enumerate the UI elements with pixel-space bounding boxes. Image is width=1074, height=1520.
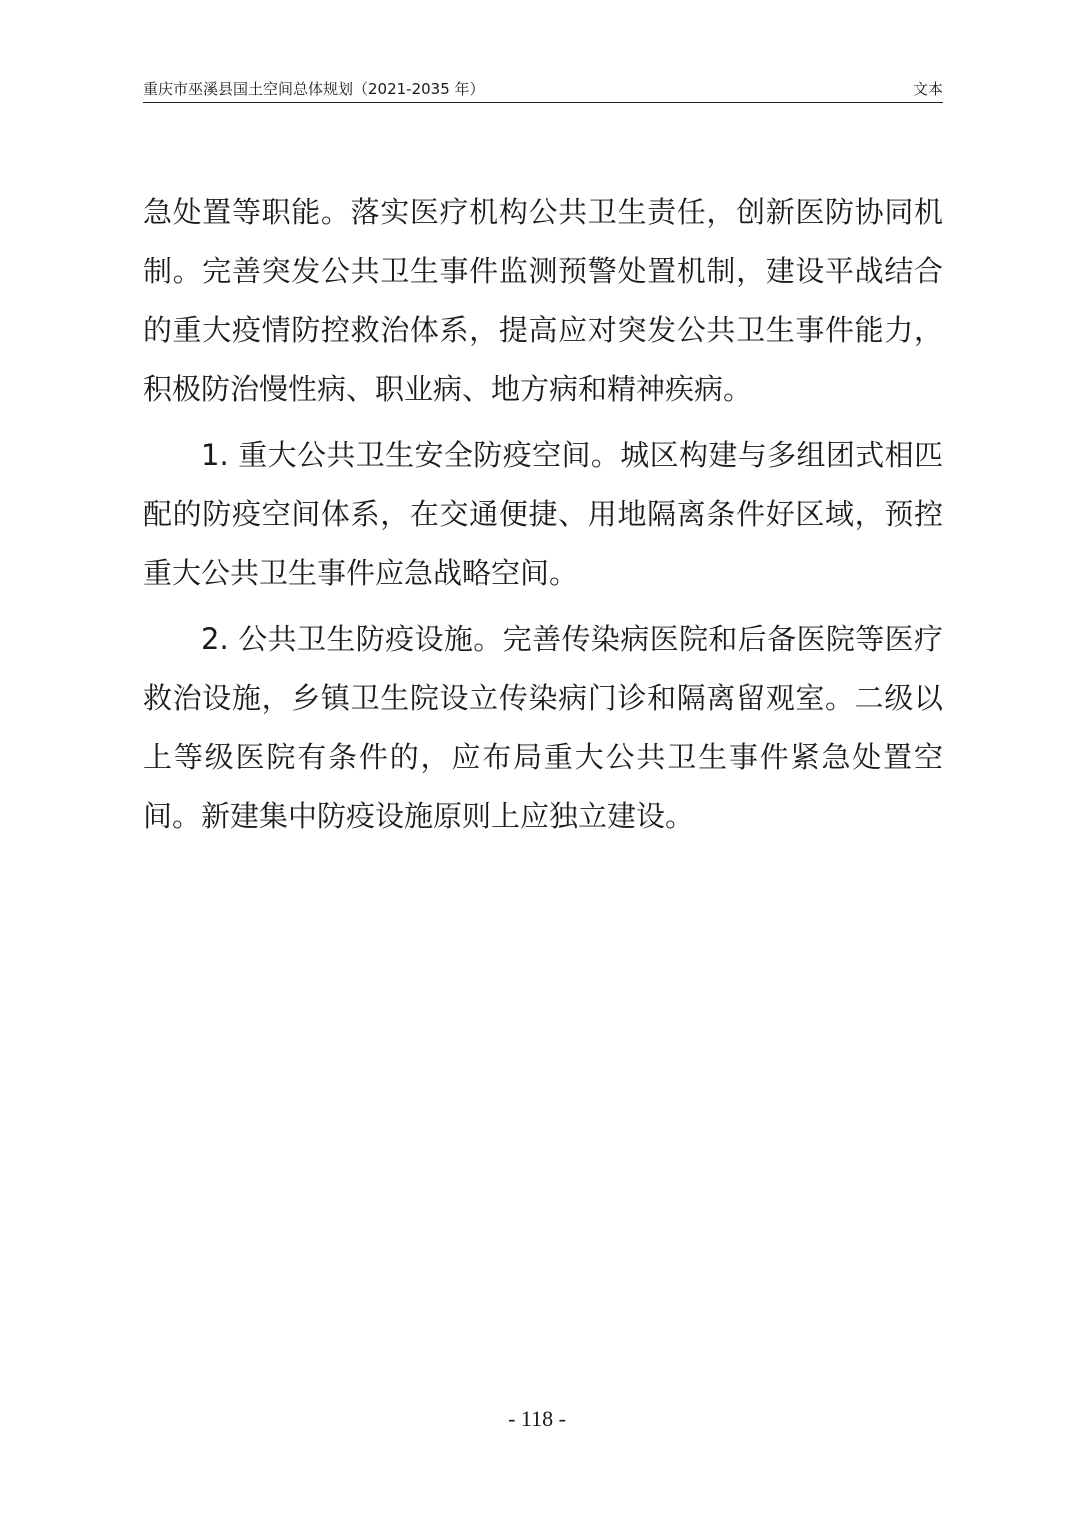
document-title: 重庆市巫溪县国土空间总体规划（2021-2035 年） [143,80,485,98]
body-paragraph: 2. 公共卫生防疫设施。完善传染病医院和后备医院等医疗救治设施，乡镇卫生院设立传染病门诊和隔离留观室。二级以上等级医院有条件的，应布局重大公共卫生事件紧急处置空间。新建集中防疫设施原则上应独立建设。 [143,622,943,833]
section-label: 文本 [912,80,943,98]
page-number: - 118 - [508,1406,566,1431]
body-paragraph: 1. 重大公共卫生安全防疫空间。城区构建与多组团式相匹配的防疫空间体系，在交通便捷、用地隔离条件好区域，预控重大公共卫生事件应急战略空间。 [143,438,943,590]
page-header [143,76,943,103]
body-paragraph: 急处置等职能。落实医疗机构公共卫生责任，创新医防协同机制。完善突发公共卫生事件监测预警处置机制，建设平战结合的重大疫情防控救治体系，提高应对突发公共卫生事件能力，积极防治慢性病、职业病、地方病和精神疾病。 [143,195,943,406]
page-body [143,183,943,853]
